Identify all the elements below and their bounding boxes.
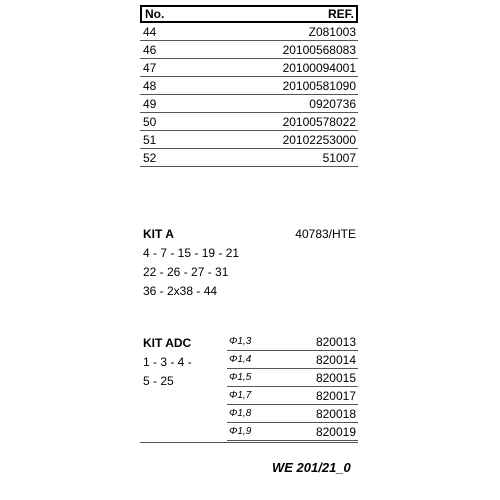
row-ref: 20100568083 (282, 42, 356, 57)
row-ref: 20100094001 (282, 60, 356, 75)
row-ref: 820017 (315, 388, 356, 403)
kit-a-header (140, 224, 358, 243)
table-row (140, 149, 358, 167)
kit-adc-section (140, 333, 358, 443)
row-number: 48 (143, 78, 157, 93)
table-row (140, 59, 358, 77)
kit-a-section (140, 224, 358, 300)
diameter-label: Φ1,3 (229, 336, 252, 347)
table-row (140, 113, 358, 131)
diameter-label: Φ1,4 (229, 354, 252, 365)
table-header (140, 5, 358, 23)
ref-column-header: REF. (327, 7, 354, 21)
no-column-header: No. (145, 7, 165, 21)
row-ref: 820015 (315, 370, 356, 385)
table-row (140, 77, 358, 95)
row-ref: 20102253000 (282, 132, 356, 147)
kit-adc-table (227, 333, 358, 441)
row-ref: 820019 (315, 424, 356, 439)
table-row (227, 405, 358, 423)
row-ref: 20100578022 (282, 114, 356, 129)
document-code: WE 201/21_0 (272, 460, 351, 475)
kit-a-line (140, 281, 358, 300)
row-number: 47 (143, 60, 157, 75)
table-row (140, 41, 358, 59)
kit-a-items: 22 - 26 - 27 - 31 (143, 264, 229, 279)
table-row (140, 95, 358, 113)
kit-adc-description (143, 333, 223, 390)
section-divider (140, 442, 358, 443)
reference-table (140, 5, 358, 167)
row-number: 44 (143, 24, 157, 39)
table-row (227, 387, 358, 405)
table-row (227, 333, 358, 351)
kit-adc-title: KIT ADC (143, 335, 192, 350)
row-number: 46 (143, 42, 157, 57)
diameter-label: Φ1,5 (229, 372, 252, 383)
diameter-label: Φ1,7 (229, 390, 252, 401)
table-row (140, 131, 358, 149)
row-number: 50 (143, 114, 157, 129)
table-row (140, 23, 358, 41)
row-number: 51 (143, 132, 157, 147)
kit-adc-items: 1 - 3 - 4 - (143, 354, 192, 369)
kit-a-items: 36 - 2x38 - 44 (143, 283, 218, 298)
row-ref: 820013 (315, 334, 356, 349)
row-ref: 51007 (322, 150, 356, 165)
kit-a-items: 4 - 7 - 15 - 19 - 21 (143, 245, 240, 260)
row-ref: 820018 (315, 406, 356, 421)
table-row (227, 423, 358, 441)
row-ref: 820014 (315, 352, 356, 367)
kit-a-title: KIT A (143, 226, 174, 241)
diameter-label: Φ1,8 (229, 408, 252, 419)
row-ref: 0920736 (309, 96, 356, 111)
kit-adc-items: 5 - 25 (143, 373, 174, 388)
diameter-label: Φ1,9 (229, 426, 252, 437)
kit-a-ref: 40783/HTE (295, 226, 356, 241)
table-row (227, 351, 358, 369)
kit-a-line (140, 243, 358, 262)
table-row (227, 369, 358, 387)
row-number: 52 (143, 150, 157, 165)
row-ref: Z081003 (308, 24, 356, 39)
kit-a-line (140, 262, 358, 281)
row-ref: 20100581090 (282, 78, 356, 93)
row-number: 49 (143, 96, 157, 111)
